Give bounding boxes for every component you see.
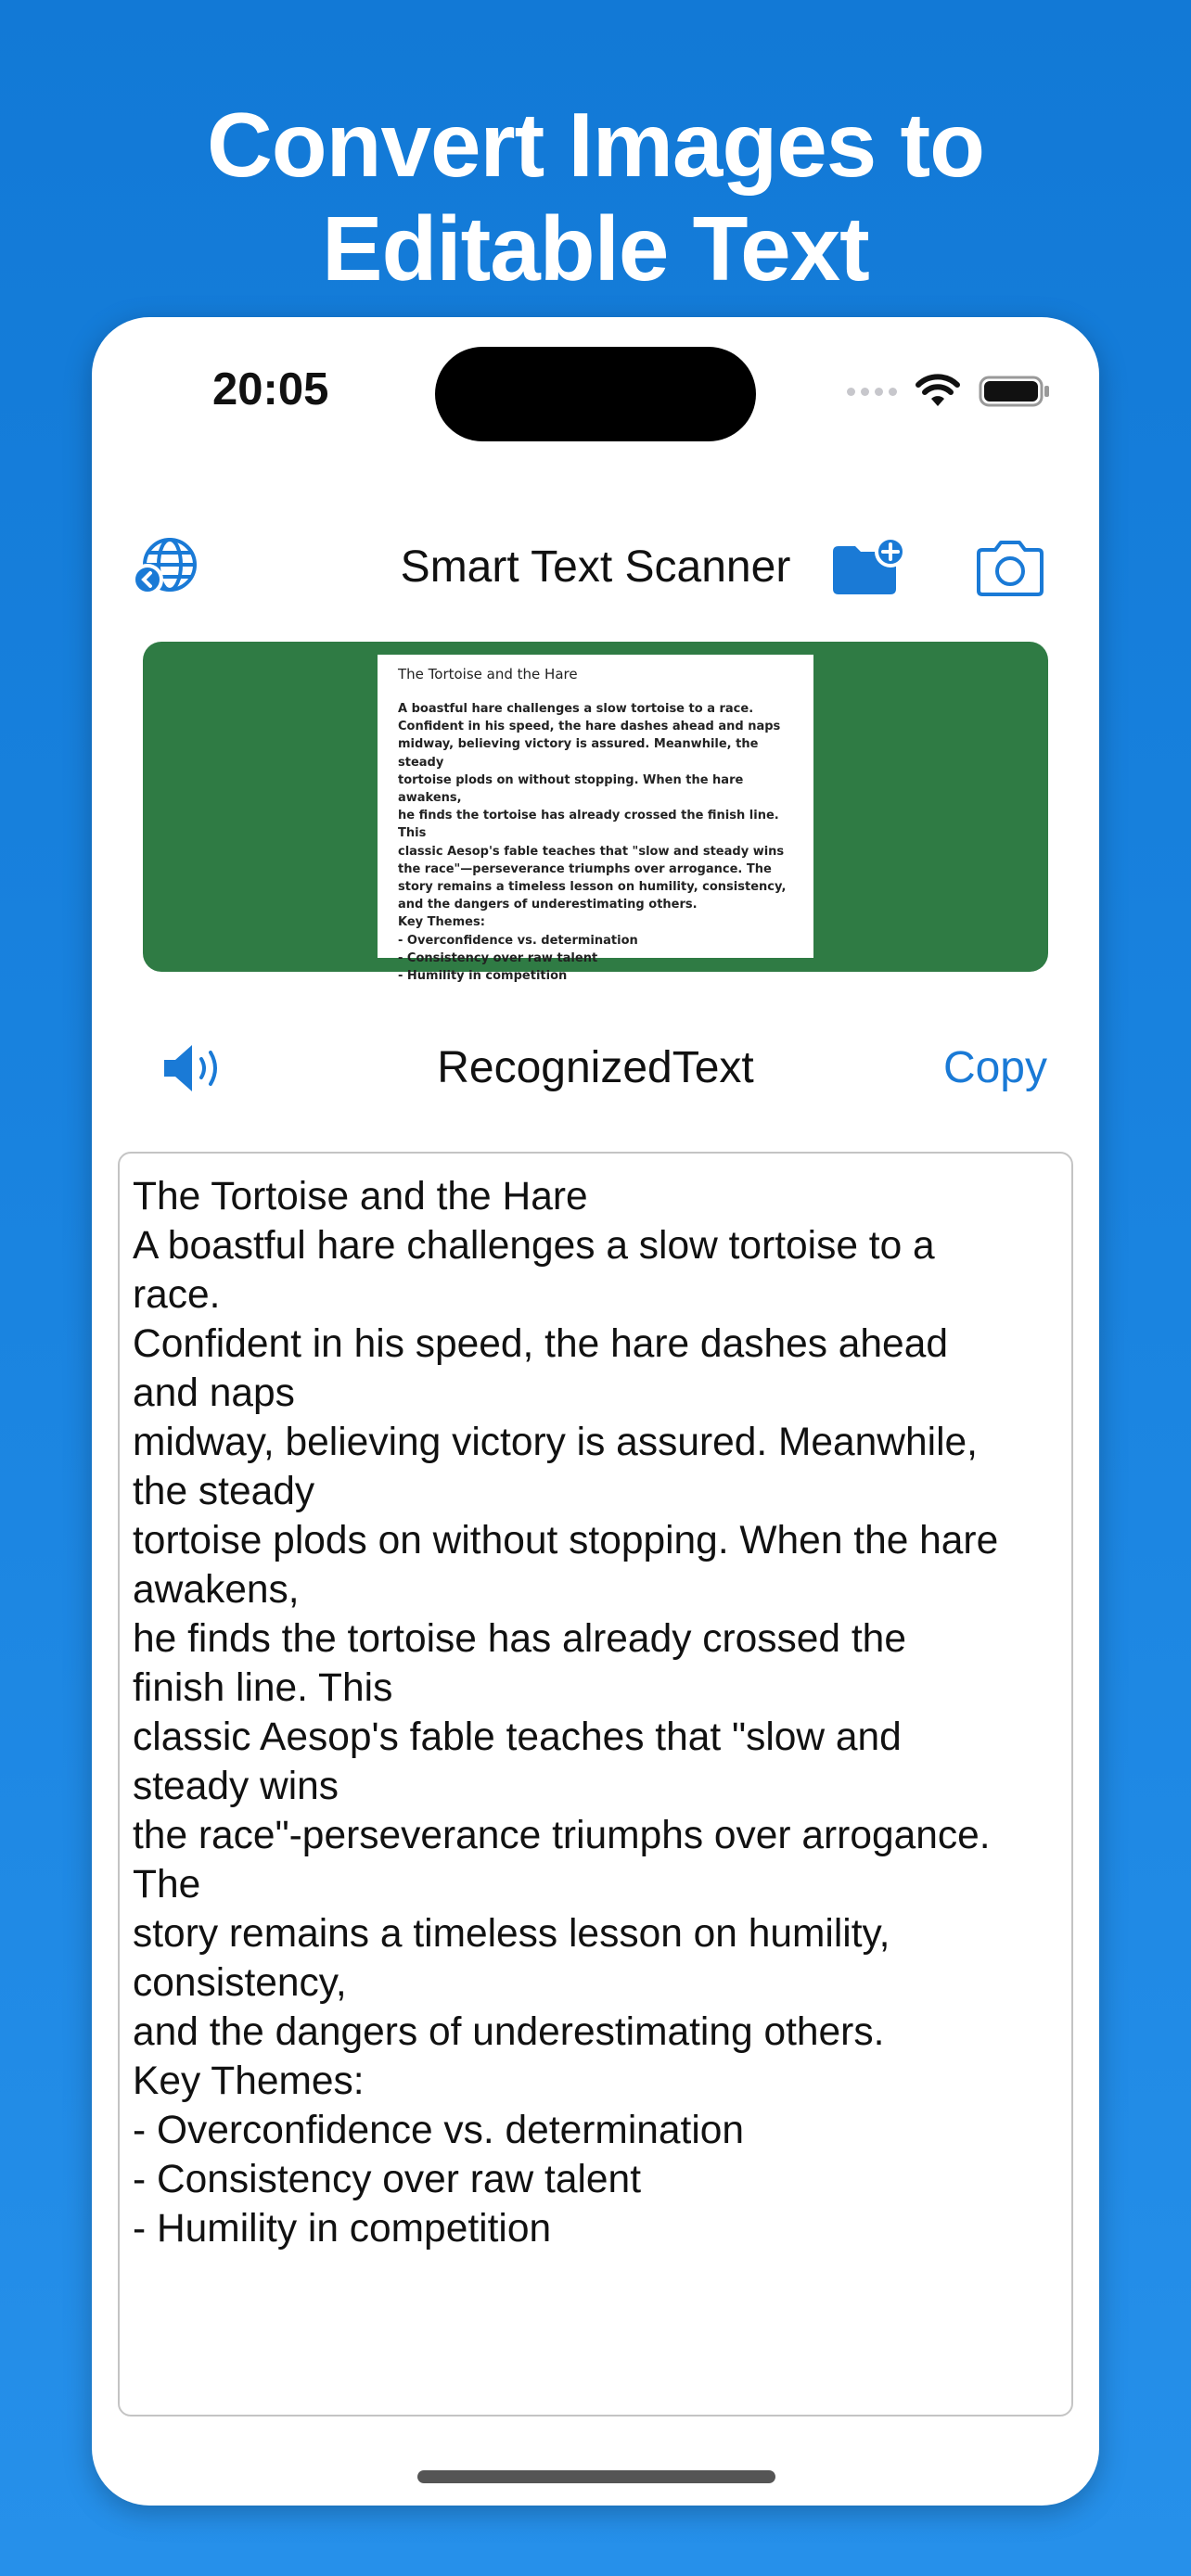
text-line: - Overconfidence vs. determination (133, 2109, 745, 2152)
camera-icon (973, 535, 1047, 600)
result-toolbar (92, 1027, 1099, 1110)
text-line: he finds the tortoise has already crossed the (133, 1617, 906, 1661)
wifi-icon (916, 375, 960, 408)
signal-icon (847, 388, 897, 396)
text-line: - Humility in competition (133, 2207, 552, 2251)
headline-line-1: Convert Images to (207, 94, 984, 196)
text-line: The Tortoise and the Hare (133, 1175, 588, 1218)
text-line: steady wins (133, 1765, 339, 1808)
status-indicators (847, 375, 1051, 408)
headline (0, 93, 1191, 300)
dynamic-island (435, 347, 756, 441)
text-line: A boastful hare challenges a slow tortoise to a (133, 1224, 935, 1268)
text-line: the race"-perseverance triumphs over arrogance. (133, 1814, 991, 1857)
text-line: The (133, 1863, 201, 1906)
open-folder-button[interactable] (829, 535, 903, 600)
text-line: race. (133, 1273, 221, 1317)
home-indicator[interactable] (417, 2470, 775, 2483)
text-line: awakens, (133, 1568, 300, 1612)
text-line: midway, believing victory is assured. Meanwhile, (133, 1421, 978, 1464)
text-line: consistency, (133, 1961, 347, 2005)
navigation-bar (92, 516, 1099, 618)
text-line: and naps (133, 1371, 295, 1415)
text-line: story remains a timeless lesson on humility, (133, 1912, 890, 1956)
text-line: Key Themes: (133, 2060, 365, 2103)
text-line: Confident in his speed, the hare dashes ahead (133, 1322, 948, 1366)
document-title: The Tortoise and the Hare (398, 666, 578, 682)
recognized-text-area[interactable] (118, 1152, 1073, 2417)
text-line: tortoise plods on without stopping. When the hare (133, 1519, 999, 1562)
headline-line-2: Editable Text (322, 198, 869, 300)
image-preview[interactable] (143, 642, 1048, 984)
folder-add-icon (829, 535, 907, 600)
camera-button[interactable] (973, 535, 1047, 600)
phone-screen (92, 317, 1099, 2506)
scanned-document-image (378, 655, 813, 984)
text-line: and the dangers of underestimating others. (133, 2010, 885, 2054)
text-line: - Consistency over raw talent (133, 2158, 641, 2201)
copy-button[interactable]: Copy (942, 1043, 1047, 1092)
app-title: Smart Text Scanner (400, 542, 791, 592)
text-line: classic Aesop's fable teaches that "slow and (133, 1715, 902, 1759)
text-line: the steady (133, 1470, 315, 1513)
text-line: finish line. This (133, 1666, 393, 1710)
status-time: 20:05 (212, 364, 329, 414)
document-body: A boastful hare challenges a slow tortoise to a race. Confident in his speed, the hare dashes ahead and naps midway, believing victory is assured. Meanwhile, the steady tortoise plods on without stopping. When the hare awakens, he finds the tortoise has already crossed the finish line. This classic Aesop's fable teaches that "slow and steady wins the race"—perseverance triumphs over arrogance. The story remains a timeless lesson on humility, consistency, and the dangers of underestimating others. Key Themes: - Overconfidence vs. determination - Consistency over raw talent - Humility in competition (398, 702, 787, 984)
recognized-text-title: RecognizedText (437, 1043, 754, 1092)
battery-icon (979, 375, 1051, 408)
